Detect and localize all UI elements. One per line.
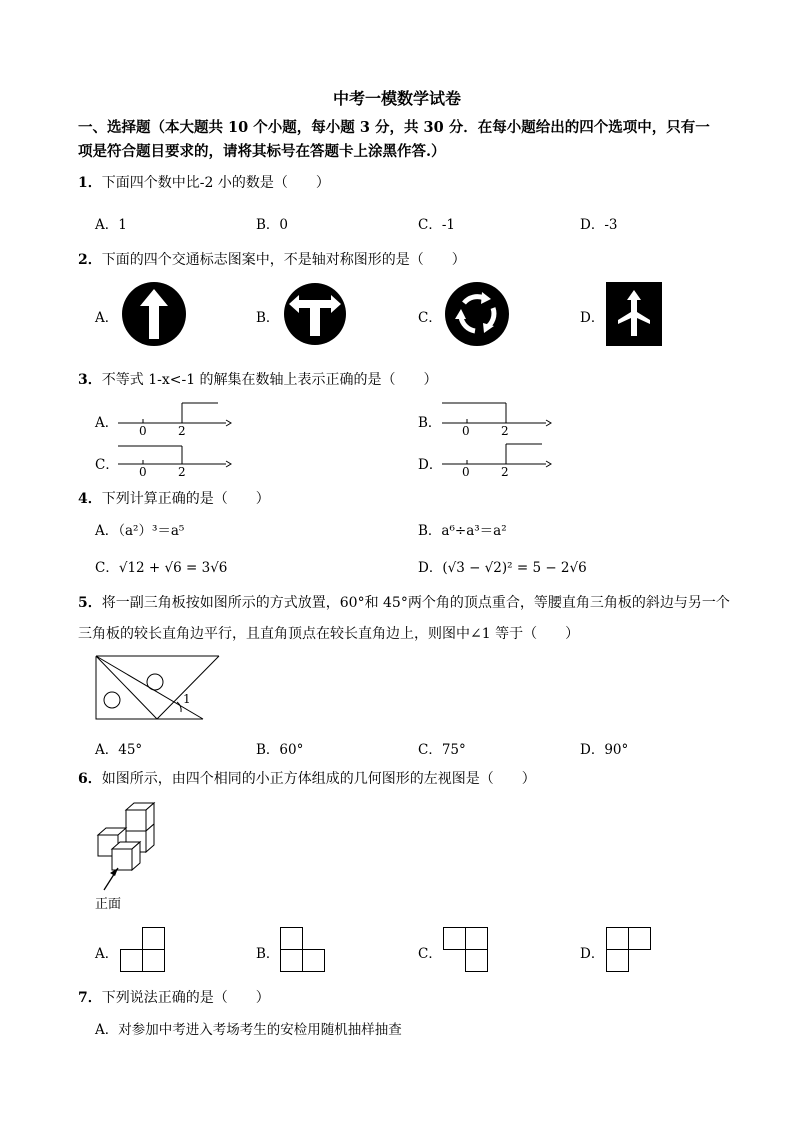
q5-option-b[interactable]: B．60° <box>256 742 304 758</box>
question-4 <box>78 488 270 508</box>
q4-option-b[interactable]: B．a⁶÷a³＝a² <box>418 523 507 539</box>
question-1 <box>78 172 330 192</box>
t-junction-sign-icon <box>283 282 347 346</box>
question-5-line1 <box>78 592 730 612</box>
q5-option-c[interactable]: C．75° <box>418 742 466 758</box>
triangle-rulers-figure <box>95 655 221 721</box>
view-c-figure <box>443 927 489 973</box>
tick-label-0: 0 <box>139 465 147 479</box>
question-number: 2． <box>78 252 102 268</box>
tick-label-0: 0 <box>462 424 470 438</box>
q5-option-d[interactable]: D．90° <box>580 742 629 758</box>
q2-option-b[interactable]: B． <box>256 310 280 326</box>
tick-label-2: 2 <box>178 424 186 438</box>
q4-option-d[interactable] <box>418 556 587 576</box>
q1-option-a[interactable]: A．1 <box>95 217 127 233</box>
q3-option-c[interactable]: C． <box>95 457 119 473</box>
question-6 <box>78 768 536 788</box>
question-text: 不等式 1-x<-1 的解集在数轴上表示正确的是（ ） <box>101 372 438 388</box>
question-7 <box>78 987 270 1007</box>
section-header-line1: 一、选择题（本大题共 10 个小题，每小题 3 分，共 30 分．在每小题给出的四个选项中，只有一 <box>78 119 710 136</box>
tick-label-0: 0 <box>462 465 470 479</box>
question-text: 将一副三角板按如图所示的方式放置，60°和 45°两个角的顶点重合，等腰直角三角板的斜边与另一个 <box>101 595 730 611</box>
q3-option-d[interactable]: D． <box>418 457 443 473</box>
question-number: 1． <box>78 175 102 191</box>
question-5-line2: 三角板的较长直角边平行，且直角顶点在较长直角边上，则图中∠1 等于（ ） <box>78 626 580 642</box>
q6-option-a[interactable]: A． <box>95 946 119 962</box>
merge-sign-icon <box>606 282 662 346</box>
q2-option-a[interactable]: A． <box>95 310 119 326</box>
question-3 <box>78 369 438 389</box>
q1-option-d[interactable]: D．-3 <box>580 217 618 233</box>
math-expression: (√3 − √2)² = 5 − 2√6 <box>442 560 587 576</box>
number-line-c <box>118 440 230 480</box>
tick-label-2: 2 <box>501 424 509 438</box>
straight-arrow-sign-icon <box>121 281 187 347</box>
q6-option-c[interactable]: C． <box>418 946 442 962</box>
tick-label-2: 2 <box>178 465 186 479</box>
question-number: 3． <box>78 372 102 388</box>
question-number: 4． <box>78 491 102 507</box>
angle-1-label: 1 <box>183 692 191 706</box>
q4-option-c[interactable] <box>95 556 227 576</box>
q7-option-a[interactable]: A．对参加中考进入考场考生的安检用随机抽样抽查 <box>95 1022 402 1038</box>
q2-option-d[interactable]: D． <box>580 310 605 326</box>
view-b-figure <box>280 927 326 973</box>
q5-option-a[interactable]: A．45° <box>95 742 143 758</box>
front-view-label: 正面 <box>95 897 122 912</box>
q3-option-b[interactable]: B． <box>418 415 442 431</box>
section-header <box>78 116 758 164</box>
math-expression: √12 + √6 = 3√6 <box>118 560 228 576</box>
section-header-line2: 项是符合题目要求的，请将其标号在答题卡上涂黑作答.） <box>78 143 446 160</box>
q3-option-a[interactable]: A． <box>95 415 119 431</box>
tick-label-2: 2 <box>501 465 509 479</box>
q4-option-a[interactable]: A．（a²）³＝a⁵ <box>95 523 185 539</box>
question-text: 下面的四个交通标志图案中，不是轴对称图形的是（ ） <box>101 252 466 268</box>
question-number: 5． <box>78 595 102 611</box>
roundabout-sign-icon <box>444 281 510 347</box>
q2-option-c[interactable]: C． <box>418 310 442 326</box>
question-number: 7． <box>78 990 102 1006</box>
q1-option-b[interactable]: B．0 <box>256 217 289 233</box>
number-line-b <box>442 398 554 438</box>
question-text: 下列说法正确的是（ ） <box>101 990 270 1006</box>
cubes-figure <box>96 800 160 896</box>
option-label: D． <box>418 560 443 576</box>
q6-option-b[interactable]: B． <box>256 946 280 962</box>
number-line-a <box>118 398 230 438</box>
question-text: 下列计算正确的是（ ） <box>101 491 270 507</box>
number-line-d <box>442 440 554 480</box>
view-a-figure <box>120 927 166 973</box>
question-2 <box>78 249 466 269</box>
question-text: 如图所示，由四个相同的小正方体组成的几何图形的左视图是（ ） <box>101 771 536 787</box>
view-d-figure <box>606 927 652 973</box>
q1-option-c[interactable]: C．-1 <box>418 217 455 233</box>
q6-option-d[interactable]: D． <box>580 946 605 962</box>
question-number: 6． <box>78 771 102 787</box>
option-label: C． <box>95 560 119 576</box>
tick-label-0: 0 <box>139 424 147 438</box>
question-text: 下面四个数中比-2 小的数是（ ） <box>101 175 330 191</box>
page-title: 中考一模数学试卷 <box>332 89 461 108</box>
